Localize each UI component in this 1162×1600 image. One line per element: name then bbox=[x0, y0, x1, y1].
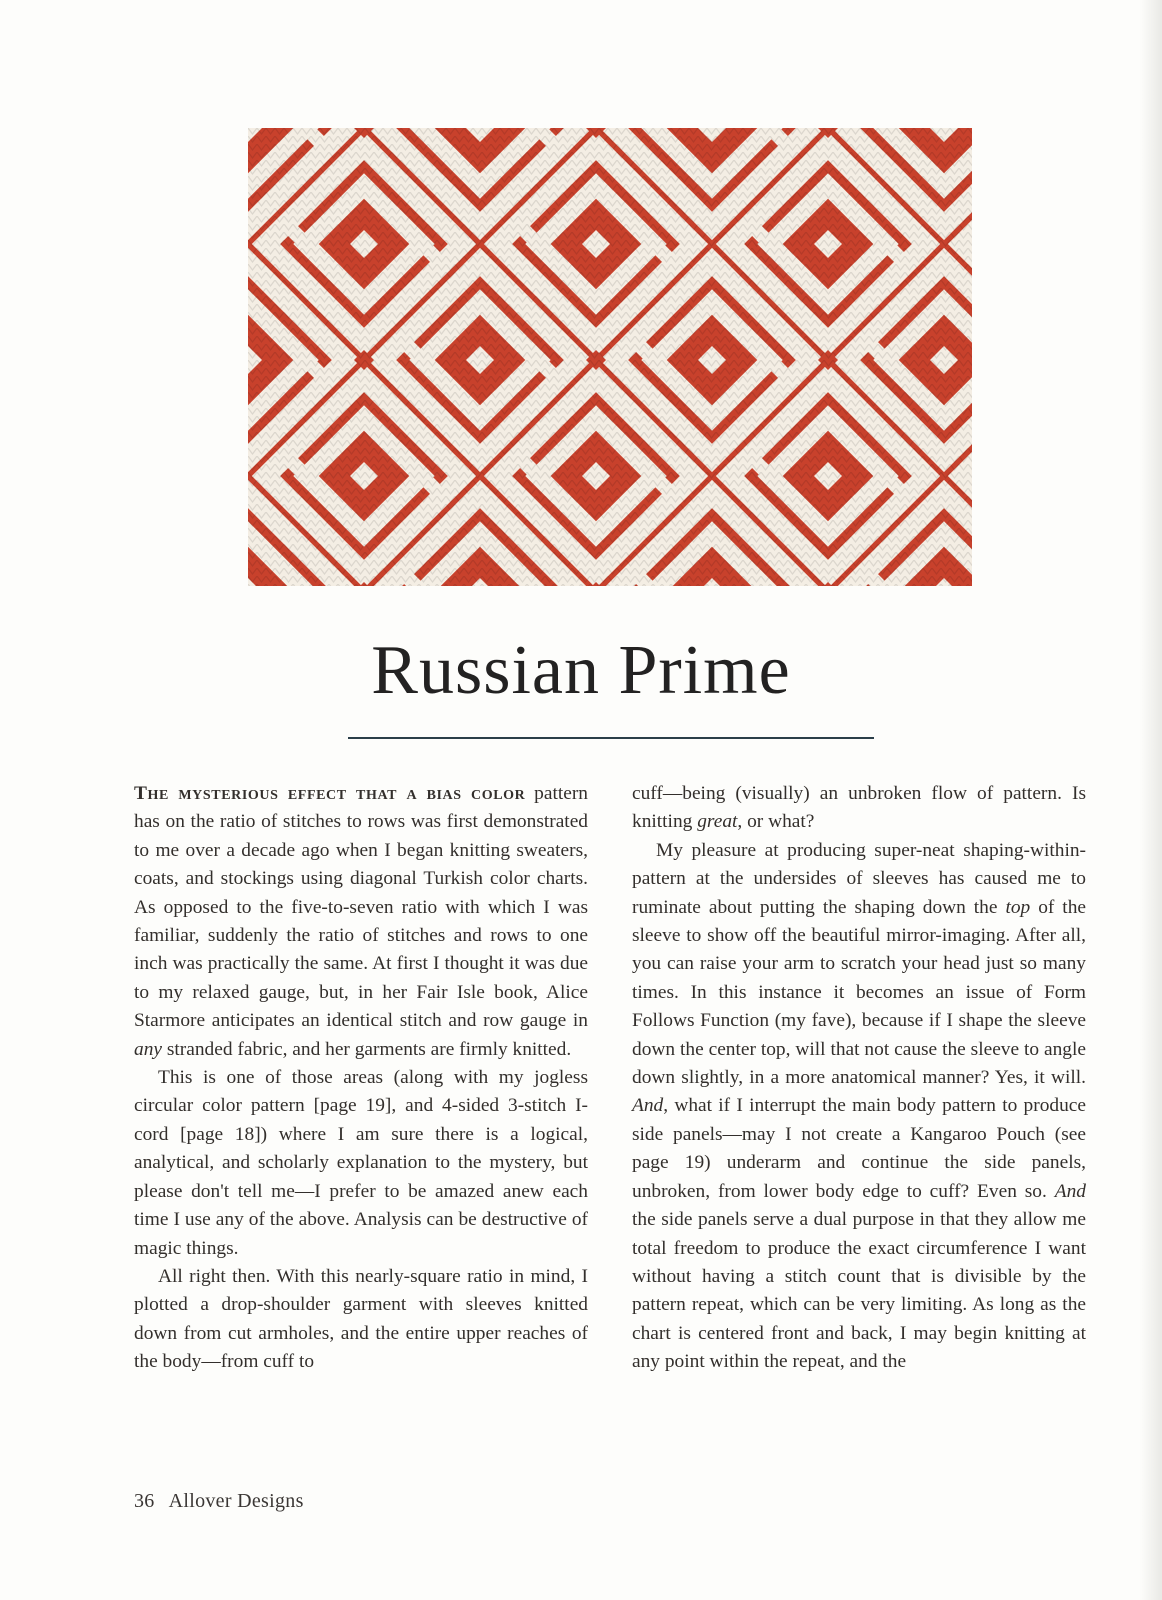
emphasis-and-1: And bbox=[632, 1095, 664, 1117]
stitch-texture bbox=[248, 128, 972, 586]
paragraph-1-text: pattern has on the ratio of stitches to rows was first demonstrated to me over a decade ago when I began knitting sweaters, coats, and stockings using diagonal Turkish color charts. As opposed to the five-to-seven ratio with which I was familiar, suddenly the ratio of stitches and rows to one inch was practically the same. At first I thought it was due to my relaxed gauge, but, in her Fair Isle book, Alice Starmore anticipates an identical stitch and row gauge in bbox=[134, 783, 588, 1032]
paragraph-4-c: , what if I interrupt the main body pattern to produce side panels—may I not create a Kangaroo Pouch (see page 19) underarm and continue the side panels, unbroken, from lower body edge to cuff? Even so. bbox=[632, 1095, 1086, 1202]
emphasis-top: top bbox=[1005, 896, 1031, 918]
emphasis-great: great bbox=[697, 811, 738, 833]
paragraph-1 bbox=[134, 780, 588, 1064]
knitted-swatch-photo bbox=[248, 128, 972, 586]
article-title: Russian Prime bbox=[371, 632, 791, 709]
lead-in-smallcaps: The mysterious effect that a bias color bbox=[134, 783, 526, 804]
emphasis-any: any bbox=[134, 1038, 162, 1060]
right-column bbox=[632, 780, 1086, 1377]
title-underline bbox=[348, 737, 874, 739]
page-edge-shadow bbox=[1140, 0, 1162, 1600]
page-number: 36 bbox=[134, 1490, 155, 1512]
paragraph-4-b: of the sleeve to show off the beautiful mirror-imaging. After all, you can raise your arm to scratch your head just so many times. In this instance it becomes an issue of Form Follows Function (my fave), because if I shape the sleeve down the center top, will that not cause the sleeve to angle down slightly, in a more anatomical manner? Yes, it will. bbox=[632, 896, 1086, 1089]
paragraph-4-d: the side panels serve a dual purpose in that they allow me total freedom to produce the exact circumference I want without having a stitch count that is divisible by the pattern repeat, which can be very limiting. As long as the chart is centered front and back, I may begin knitting at any point within the repeat, and the bbox=[632, 1209, 1086, 1373]
emphasis-and-2: And bbox=[1054, 1180, 1086, 1202]
continued-text-end: , or what? bbox=[737, 811, 815, 833]
page-footer bbox=[134, 1490, 304, 1513]
paragraph-1-end: stranded fabric, and her garments are firmly knitted. bbox=[162, 1038, 572, 1060]
left-column bbox=[134, 780, 588, 1377]
paragraph-2: This is one of those areas (along with my jogless circular color pattern [page 19], and 4-sided 3-stitch I-cord [page 18]) where I am sure there is a logical, analytical, and scholarly explanation to the mystery, but please don't tell me—I prefer to be amazed anew each time I use any of the above. Analysis can be destructive of magic things. bbox=[134, 1067, 588, 1259]
running-section-title: Allover Designs bbox=[168, 1490, 304, 1512]
paragraph-3: All right then. With this nearly-square ratio in mind, I plotted a drop-shoulder garment with sleeves knitted down from cut armholes, and the entire upper reaches of the body—from cuff to bbox=[134, 1265, 588, 1373]
paragraph-4 bbox=[632, 837, 1086, 1377]
paragraph-continued bbox=[632, 780, 1086, 837]
continued-text: cuff—being (visually) an unbroken flow of pattern. Is knitting bbox=[632, 783, 1086, 833]
paragraph-4-a: My pleasure at producing super-neat shaping-within-pattern at the undersides of sleeves has caused me to ruminate about putting the shaping down the bbox=[632, 839, 1086, 918]
